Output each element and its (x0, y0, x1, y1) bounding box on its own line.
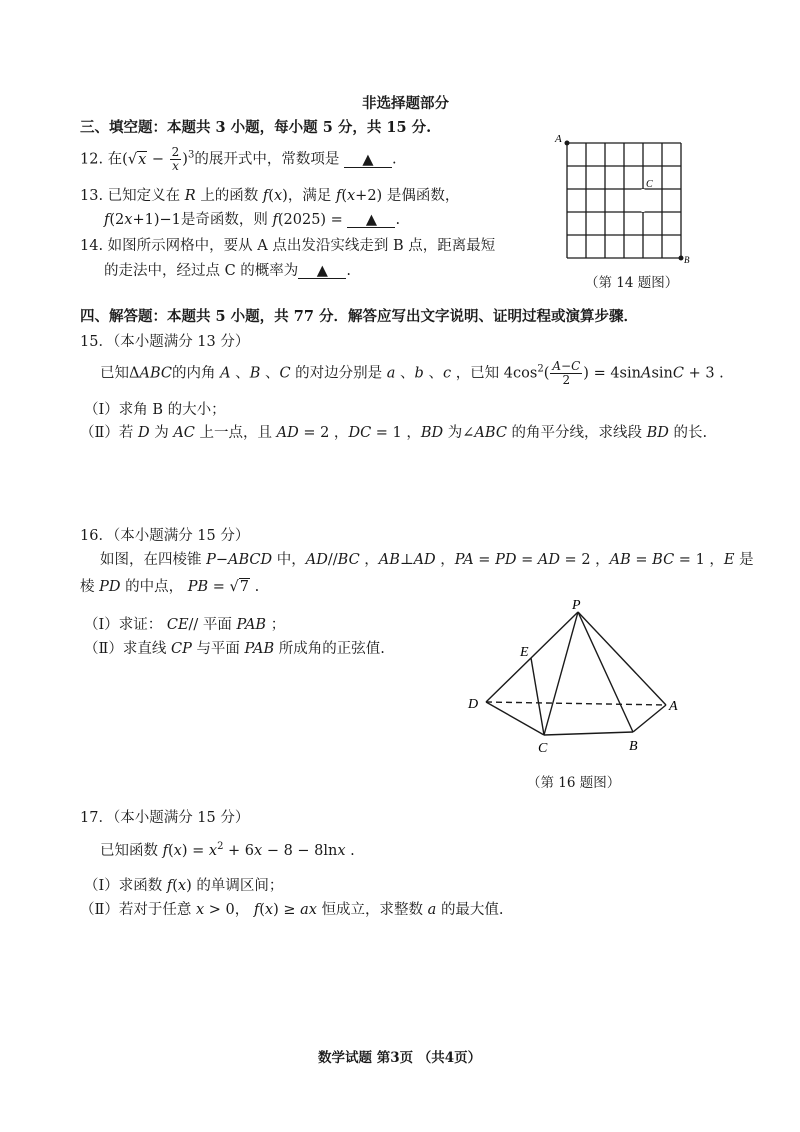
figure-14-grid (553, 130, 693, 265)
question-15-title: 15．（本小题满分 13 分） (80, 334, 250, 350)
point-b-label: B (684, 255, 690, 265)
section4-heading: 四、解答题：本题共 5 小题，共 77 分．解答应写出文字说明、证明过程或演算步骤． (80, 308, 638, 325)
question-12: 12. 在(√x − $\frac{2}{x}$ )$^3$的展开式中，常数项是 ▲ . (80, 145, 397, 173)
figure-16-pyramid (460, 592, 690, 762)
answer-blank[interactable]: ▲ (298, 264, 346, 279)
question-16-stem-line2: 棱 PD 的中点， PB = √7 . (80, 579, 260, 595)
question-17-part1: （Ⅰ）求函数 f(x) 的单调区间； (84, 878, 284, 894)
section3-heading: 三、填空题：本题共 3 小题，每小题 5 分，共 15 分. (80, 119, 432, 136)
answer-blank[interactable]: ▲ (347, 213, 395, 228)
question-15-part2: （Ⅱ）若 D 为 AC 上一点，且 AD = 2 ，DC = 1 ，BD 为∠ABC 的角平分线，求线段 BD 的长. (80, 425, 708, 441)
question-14-line1: 14. 如图所示网格中，要从 A 点出发沿实线走到 B 点，距离最短 (80, 238, 496, 254)
question-15-stem: 已知ΔABC的内角 A 、B 、C 的对边分别是 a 、b 、c ，已知 $4\cos^2$( $\frac{A-C}{2}$ ) = 4sinAsinC + 3 . (100, 359, 724, 387)
question-14-line2: 的走法中，经过点 C 的概率为 ▲ . (104, 263, 351, 279)
question-16-part1: （Ⅰ）求证： CE// 平面 PAB ； (84, 617, 286, 633)
question-15-part1: （Ⅰ）求角 B 的大小； (84, 402, 226, 418)
vertex-a-label: A (669, 699, 678, 714)
question-17-stem: 已知函数 $f(x) = x^2 + 6x - 8 - 8\ln x$ . (100, 841, 355, 859)
question-13-line2: f(2x+1)−1是奇函数，则 f(2025) = ▲ . (104, 212, 401, 228)
section-title: 非选择题部分 (362, 95, 449, 112)
point-e-label: E (520, 645, 529, 660)
question-13-line1: 13. 已知定义在 R 上的函数 f(x)，满足 f(x+2) 是偶函数， (80, 188, 460, 204)
point-a-label: A (555, 133, 562, 145)
vertex-b-label: B (629, 739, 638, 754)
question-17-title: 17．（本小题满分 15 分） (80, 810, 250, 826)
question-16-stem-line1: 如图，在四棱锥 P−ABCD 中，AD//BC ，AB⊥AD ，PA = PD = AD = 2 ，AB = BC = 1 ，E 是 (100, 552, 754, 568)
figure-14-caption: （第 14 题图） (585, 275, 679, 291)
vertex-p-label: P (572, 598, 581, 613)
page-footer: 数学试题 第3页 （共4页） (318, 1050, 482, 1066)
question-16-part2: （Ⅱ）求直线 CP 与平面 PAB 所成角的正弦值. (84, 641, 385, 657)
question-16-title: 16．（本小题满分 15 分） (80, 528, 250, 544)
answer-blank[interactable]: ▲ (344, 153, 392, 168)
vertex-d-label: D (468, 697, 479, 712)
question-17-part2: （Ⅱ）若对于任意 x > 0， f(x) ≥ ax 恒成立，求整数 a 的最大值. (80, 902, 504, 918)
vertex-c-label: C (538, 741, 548, 756)
point-c-label: C (646, 179, 653, 190)
figure-16-caption: （第 16 题图） (527, 775, 621, 791)
